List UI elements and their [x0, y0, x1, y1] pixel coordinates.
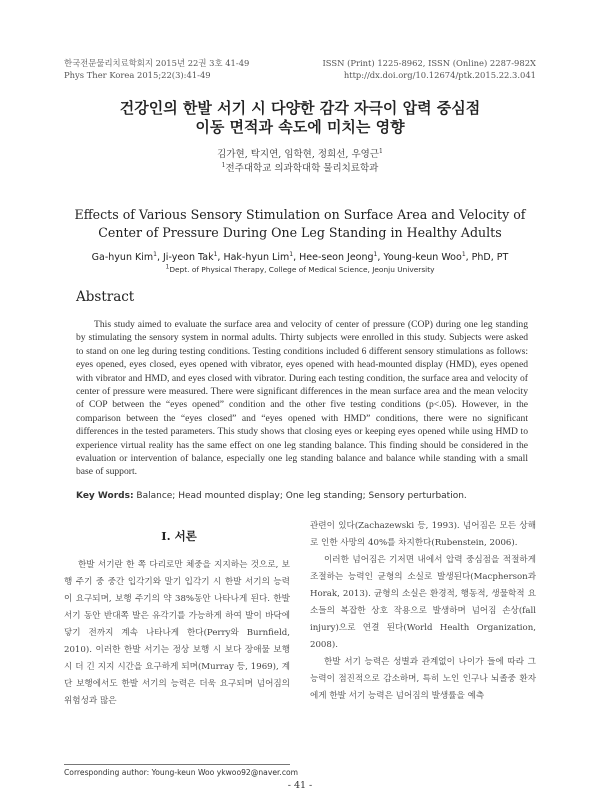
author-5: Young-keun Woo [383, 252, 462, 263]
doi-link[interactable]: http://dx.doi.org/10.12674/ptk.2015.22.3.041 [343, 70, 536, 80]
right-column [310, 518, 536, 705]
author-4: Hee-seon Jeong [299, 252, 374, 263]
korean-affiliation: 전주대학교 의과학대학 물리치료학과 [225, 163, 379, 174]
author-2: Ji-yeon Tak [163, 252, 214, 263]
intro-paragraph-2: 이러한 넘어짐은 기저면 내에서 압력 중심점을 적절하게 조절하는 능력인 균형의 소실로 발생된다(Macpherson과 Horak, 2013). 균형의 소실은 환경적, 행동적, 생물학적 요소들의 복잡한 상호 작용으로 발생하며 넘어짐 손상(fall injury)으로 연결 된다(World Health Organization, 2008). [310, 555, 536, 650]
corresponding-author-footnote: Corresponding author: Young-keun Woo ykwoo92@naver.com [64, 768, 299, 777]
journal-citation-english: Phys Ther Korea 2015;22(3):41-49 [64, 70, 211, 80]
issn-line: ISSN (Print) 1225-8962, ISSN (Online) 2287-982X [322, 58, 536, 68]
keywords-label: Key Words: [76, 491, 134, 501]
author-2-sup: 1 [213, 250, 218, 258]
author-3: Hak-hyun Lim [223, 252, 290, 263]
author-degree: , PhD, PT [465, 252, 509, 263]
abstract-text: This study aimed to evaluate the surface area and velocity of center of pressure (COP) during one leg standing by stimulating the sensory system in normal adults. Thirty subjects were enrolled in this study. Subjects were asked to stand on one leg during testing conditions. Testing conditions included 6 different sensory stimulations as follows: eyes opened, eyes closed, eyes opened with vibrator, eyes opened with head-mounted display (HMD), eyes opened with vibrator and HMD, and eyes closed with vibrator. During each testing condition, the surface area and velocity of center of pressure were measured. There were significant differences in the mean surface area and the mean velocity of COP between the “eyes opened” condition and the other five testing conditions (p<.05). However, in the comparison between the “eyes closed” and “eyes opened with HMD” conditions, there were no significant differences in the tested parameters. This study shows that closing eyes or keeping eyes opened while using HMD to experience virtual reality has the same effect on one leg standing balance. This finding should be considered in the evaluation or intervention of balance, especially one leg standing balance and balance while standing with a small base of support. [76, 319, 528, 478]
affiliation-sup: 1 [165, 263, 170, 271]
author-1: Ga-hyun Kim [91, 252, 154, 263]
korean-title-line1: 건강인의 한발 서기 시 다양한 감각 자극이 압력 중심점 [119, 99, 481, 117]
english-authors: Ga-hyun Kim$^1$, Ji-yeon Tak$^1$, Hak-hyun Lim$^1$, Hee-seon Jeong$^1$, Young-keun Woo$^1$, PhD, PT [91, 250, 509, 263]
korean-author-names: 김가현, 탁지연, 임학현, 정희선, 우영근 [217, 149, 379, 160]
korean-title [0, 99, 600, 137]
keywords [76, 491, 467, 501]
footnote-divider [64, 764, 290, 765]
left-column [64, 557, 290, 710]
author-1-sup: 1 [153, 250, 157, 258]
intro-paragraph-3: 한발 서기 능력은 성별과 관계없이 나이가 들에 따라 그 능력이 점진적으로 감소하며, 특히 노인 인구나 뇌졸중 환자에게 한발 서기 능력은 넘어짐의 발생률을 예측 [310, 657, 536, 701]
author-5-sup: 1 [461, 250, 466, 258]
english-affiliation [0, 265, 600, 274]
journal-citation-korean: 한국전문물리치료학회지 2015년 22권 3호 41-49 [64, 58, 250, 68]
journal-header-left [64, 57, 249, 81]
abstract-heading: Abstract [76, 289, 135, 305]
korean-author-sup: 1 [379, 147, 383, 155]
intro-paragraph-1-continued: 관련이 있다(Zachazewski 등, 1993). 넘어짐은 모든 상해로 인한 사망의 40%를 차지한다(Rubenstein, 2006). [310, 521, 536, 548]
intro-paragraph-1: 한발 서기란 한 쪽 다리로만 체중을 지지하는 것으로, 보행 주기 중 중간 입각기와 말기 입각기 시 한발 서기의 능력이 요구되며, 보행 주기의 약 38%동안 나타나게 된다. 한발 서기 동안 반대쪽 발은 유각기를 가능하게 하여 발이 바닥에 닿기 전까지 계속 나타나게 한다(Perry와 Burnfield, 2010). 이러한 한발 서기는 정상 보행 시 보다 장애물 보행 시 더 긴 지지 시간을 요구하게 되며(Murray 등, 1969), 계단 보행에서도 한발 서기의 능력은 더욱 요구되며 넘어짐의 위험성과 많은 [64, 560, 290, 706]
korean-affiliation-sup: 1 [221, 161, 226, 169]
korean-authors [0, 148, 600, 176]
section-heading-introduction: Ⅰ. 서론 [161, 529, 197, 543]
keywords-text: Balance; Head mounted display; One leg standing; Sensory perturbation. [133, 491, 467, 501]
affiliation-text: Dept. of Physical Therapy, College of Medical Science, Jeonju University [169, 265, 435, 274]
korean-title-line2: 이동 면적과 속도에 미치는 영향 [195, 118, 405, 136]
english-title-line2: Center of Pressure During One Leg Standing in Healthy Adults [98, 225, 502, 240]
author-3-sup: 1 [289, 250, 294, 258]
page-number: - 41 - [287, 780, 313, 791]
english-title-line1: Effects of Various Sensory Stimulation on Surface Area and Velocity of [74, 207, 526, 222]
author-4-sup: 1 [373, 250, 378, 258]
abstract-body [76, 318, 528, 479]
english-title [0, 206, 600, 242]
journal-header-right [322, 57, 536, 81]
